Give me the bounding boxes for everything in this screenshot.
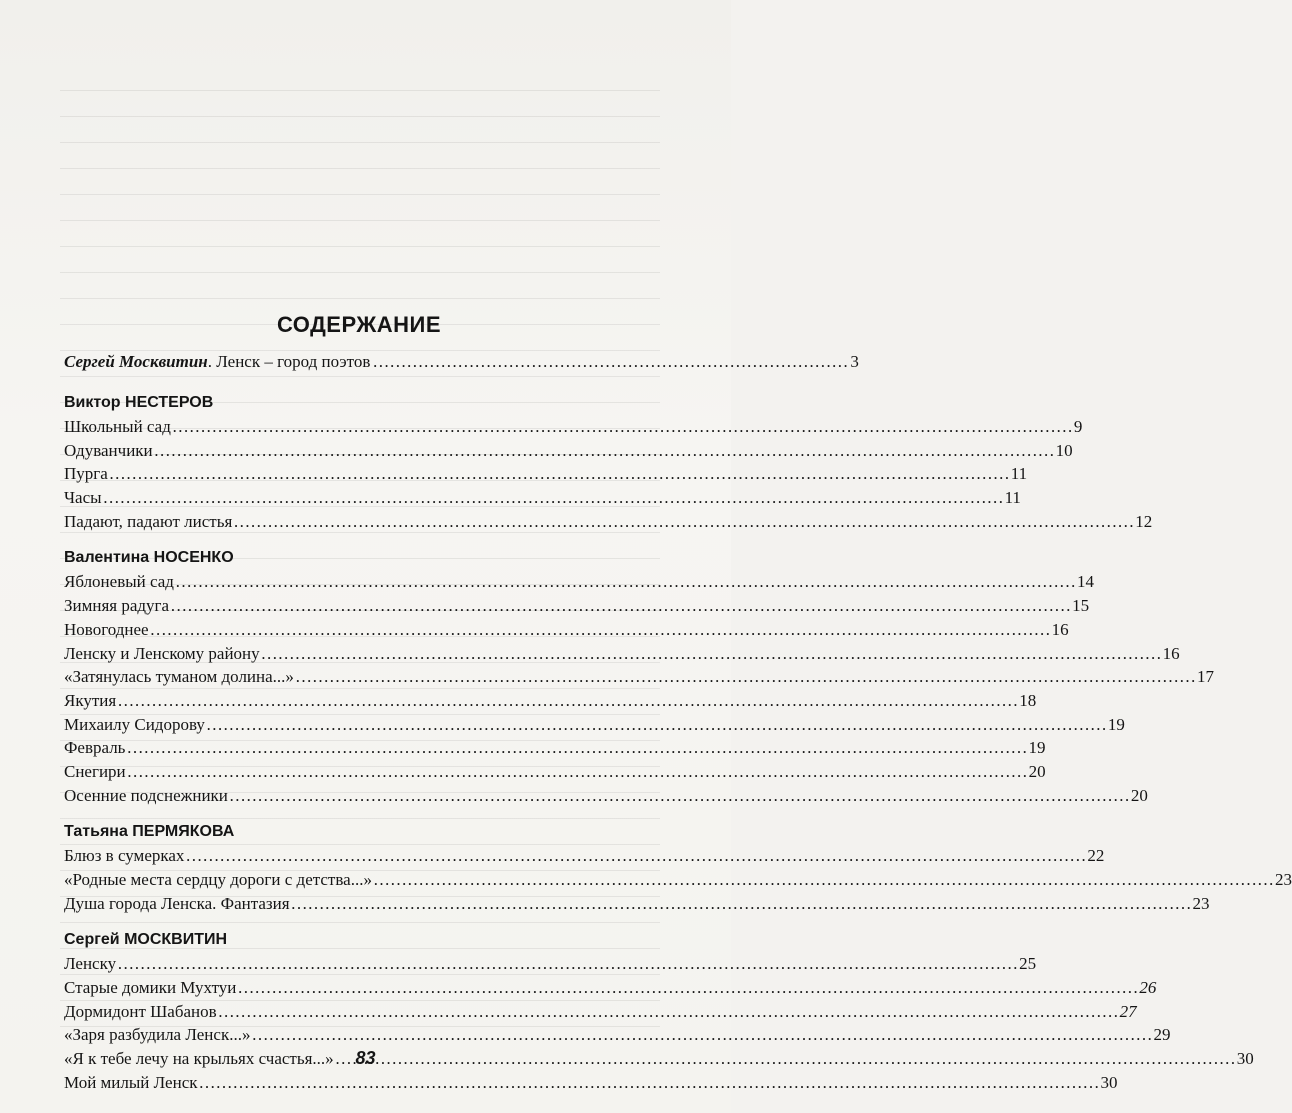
leader-dots bbox=[170, 594, 1071, 618]
leader-dots bbox=[185, 844, 1086, 868]
leader-dots bbox=[199, 1071, 1100, 1095]
section-permyakova bbox=[64, 820, 1292, 915]
entry-page: 30 bbox=[1100, 1072, 1118, 1092]
toc-entry bbox=[64, 868, 1292, 892]
toc-entry bbox=[64, 844, 1105, 868]
entry-title: Одуванчики bbox=[64, 440, 153, 460]
entry-title: Февраль bbox=[64, 738, 126, 758]
page-number: 83 bbox=[355, 1048, 376, 1068]
toc-entry bbox=[64, 976, 1157, 1000]
toc-entry bbox=[64, 570, 1094, 594]
entry-page: 22 bbox=[1087, 846, 1105, 866]
leader-dots bbox=[150, 618, 1051, 642]
section-author: Виктор НЕСТЕРОВ bbox=[64, 394, 214, 411]
entry-page: 11 bbox=[1004, 488, 1021, 508]
leader-dots bbox=[109, 462, 1010, 486]
entry-page: 29 bbox=[1153, 1025, 1171, 1045]
section-moskvitin bbox=[64, 928, 1254, 1094]
entry-title: «Заря разбудила Ленск...» bbox=[64, 1025, 251, 1045]
toc-entry bbox=[64, 1071, 1118, 1095]
toc-entry bbox=[64, 736, 1046, 760]
entry-title: «Я к тебе лечу на крыльях счастья...» bbox=[64, 1049, 334, 1069]
leader-dots bbox=[373, 868, 1274, 892]
entry-page: 20 bbox=[1028, 761, 1046, 781]
entry-title: Ленску bbox=[64, 954, 117, 974]
entry-title: Старые домики Мухтуи bbox=[64, 978, 237, 998]
section-nesterov bbox=[64, 391, 1153, 533]
entry-page: 10 bbox=[1055, 440, 1073, 460]
toc-entry bbox=[64, 415, 1083, 439]
leader-dots bbox=[237, 976, 1138, 1000]
toc-entry bbox=[64, 760, 1046, 784]
entry-title: Душа города Ленска. Фантазия bbox=[64, 893, 290, 913]
entry-page: 19 bbox=[1028, 738, 1046, 758]
toc-entry bbox=[64, 510, 1153, 534]
table-of-contents bbox=[64, 312, 1292, 1095]
intro-entry bbox=[64, 352, 859, 378]
toc-entry bbox=[64, 642, 1180, 666]
toc-entry bbox=[64, 892, 1210, 916]
toc-entry bbox=[64, 713, 1125, 737]
leader-dots bbox=[229, 784, 1130, 808]
entry-title: Дормидонт Шабанов bbox=[64, 1001, 217, 1021]
entry-page: 16 bbox=[1162, 643, 1180, 663]
leader-dots bbox=[291, 892, 1192, 916]
entry-title: Школьный сад bbox=[64, 417, 171, 436]
entry-page: 20 bbox=[1130, 785, 1148, 805]
leader-dots bbox=[126, 736, 1027, 760]
leader-dots bbox=[206, 713, 1107, 737]
leader-dots bbox=[295, 665, 1196, 689]
toc-entry bbox=[64, 1023, 1171, 1047]
toc-entry bbox=[64, 689, 1037, 713]
section-author: Сергей МОСКВИТИН bbox=[64, 931, 228, 949]
section-author: Татьяна ПЕРМЯКОВА bbox=[64, 823, 235, 841]
leader-dots bbox=[172, 415, 1073, 439]
section-nosenko bbox=[64, 546, 1214, 807]
entry-page: 23 bbox=[1192, 893, 1210, 913]
entry-page: 12 bbox=[1135, 511, 1153, 531]
entry-page: 26 bbox=[1139, 978, 1157, 998]
entry-title: Мой милый Ленск bbox=[64, 1072, 198, 1092]
entry-title: Яблоневый сад bbox=[64, 572, 174, 592]
toc-entry bbox=[64, 784, 1148, 808]
entry-title: Падают, падают листья bbox=[64, 511, 233, 531]
leader-dots: ………………………………………………………………………… bbox=[372, 352, 849, 371]
toc-entry bbox=[64, 439, 1073, 463]
leader-dots bbox=[218, 1000, 1119, 1024]
entry-page: 16 bbox=[1051, 619, 1069, 639]
toc-entry bbox=[64, 665, 1214, 689]
entry-page: 19 bbox=[1107, 714, 1125, 734]
entry-page: 11 bbox=[1010, 464, 1028, 484]
leader-dots bbox=[233, 510, 1134, 534]
leader-dots bbox=[117, 689, 1018, 713]
entry-page: 23 bbox=[1274, 870, 1292, 889]
intro-author: Сергей Москвитин bbox=[64, 352, 208, 371]
entry-page: 18 bbox=[1019, 690, 1037, 710]
toc-entry bbox=[64, 594, 1090, 618]
entry-title: «Родные места сердцу дороги с детства...» bbox=[64, 870, 372, 889]
entry-title: Блюз в сумерках bbox=[64, 846, 185, 866]
entry-title: Новогоднее bbox=[64, 619, 149, 639]
entry-title: Ленску и Ленскому району bbox=[64, 643, 260, 663]
entry-title: Снегири bbox=[64, 761, 126, 781]
intro-title: . Ленск – город поэтов bbox=[207, 352, 371, 371]
entry-page: 17 bbox=[1196, 667, 1214, 687]
entry-page: 30 bbox=[1236, 1049, 1254, 1069]
toc-entry bbox=[64, 618, 1069, 642]
entry-title: Зимняя радуга bbox=[64, 596, 170, 616]
leader-dots bbox=[117, 952, 1018, 976]
entry-page: 9 bbox=[1073, 417, 1083, 436]
section-author: Валентина НОСЕНКО bbox=[64, 549, 234, 567]
toc-entry bbox=[64, 952, 1037, 976]
entry-title: Якутия bbox=[64, 690, 117, 710]
entry-title: Пурга bbox=[64, 464, 108, 484]
leader-dots bbox=[103, 486, 1004, 510]
leader-dots bbox=[175, 570, 1076, 594]
entry-page: 25 bbox=[1019, 954, 1037, 974]
toc-entry bbox=[64, 486, 1021, 510]
leader-dots bbox=[261, 642, 1162, 666]
leader-dots bbox=[251, 1023, 1152, 1047]
page-title: СОДЕРЖАНИЕ bbox=[276, 312, 442, 337]
entry-title: Михаилу Сидорову bbox=[64, 714, 205, 734]
toc-entry bbox=[64, 462, 1028, 486]
leader-dots bbox=[154, 439, 1055, 463]
entry-page: 15 bbox=[1072, 596, 1090, 616]
entry-page: 27 bbox=[1119, 1001, 1137, 1021]
entry-title: Часы bbox=[64, 488, 102, 508]
intro-page: 3 bbox=[850, 352, 859, 371]
entry-title: «Затянулась туманом долина...» bbox=[64, 667, 294, 687]
entry-page: 14 bbox=[1076, 572, 1094, 592]
leader-dots bbox=[127, 760, 1028, 784]
toc-entry bbox=[64, 1000, 1137, 1024]
entry-title: Осенние подснежники bbox=[64, 785, 228, 805]
